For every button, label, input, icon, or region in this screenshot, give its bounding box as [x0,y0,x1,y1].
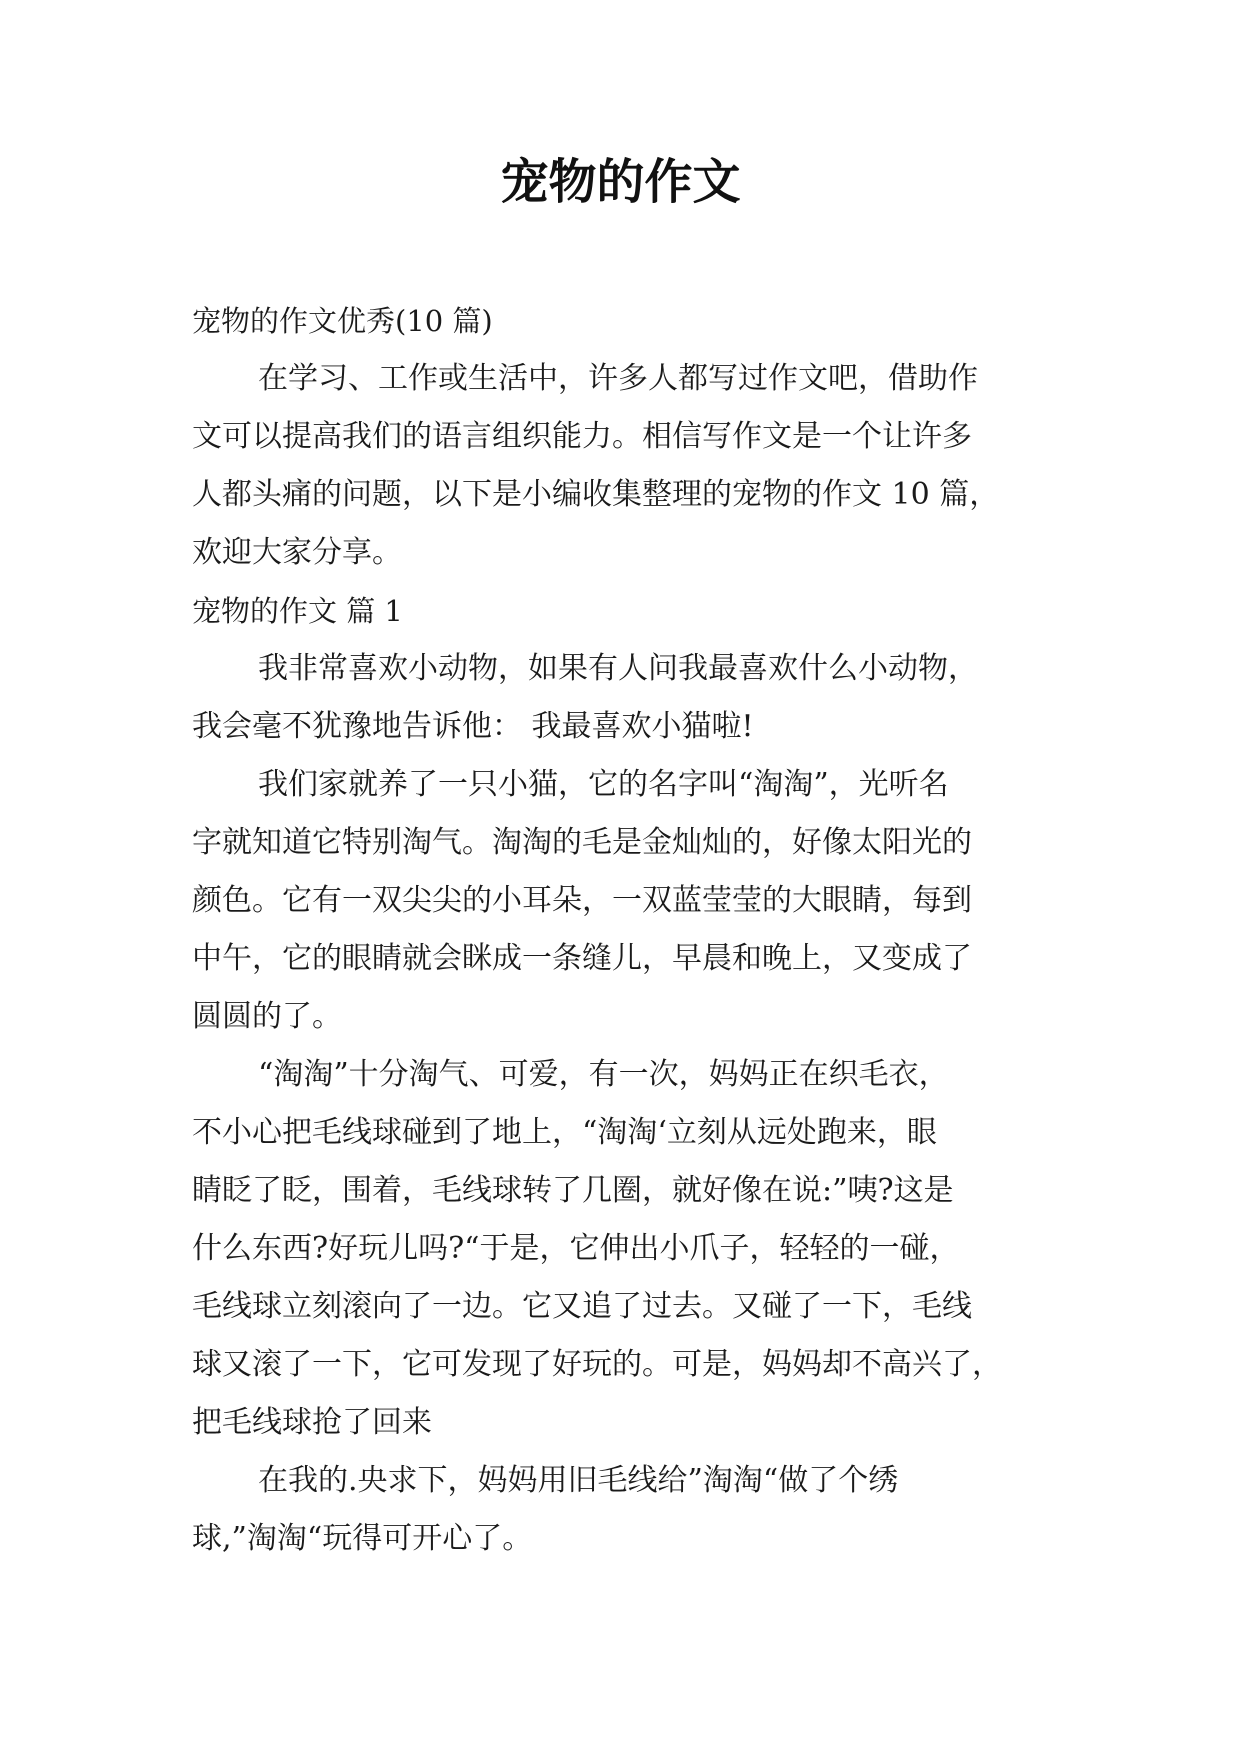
text-line: 圆圆的了。 [192,999,342,1034]
text-line: 中午，它的眼睛就会眯成一条缝儿，早晨和晚上，又变成了 [192,941,972,976]
section-heading [192,582,1056,640]
text-line: 毛线球立刻滚向了一边。它又追了过去。又碰了一下，毛线 [192,1289,972,1324]
text-line: 在我的.央求下，妈妈用旧毛线给”淘淘“做了个绣 [258,1463,899,1498]
document-body [192,292,1056,1568]
text-line: 欢迎大家分享。 [192,535,402,570]
text-line: 球又滚了一下，它可发现了好玩的。可是，妈妈却不高兴了， [192,1347,1002,1382]
text-line: 球,”淘淘“玩得可开心了。 [192,1521,533,1556]
text-line: 字就知道它特别淘气。淘淘的毛是金灿灿的，好像太阳光的 [192,825,972,860]
text-line: 睛眨了眨，围着，毛线球转了几圈，就好像在说:”咦?这是 [192,1173,954,1208]
text-line: 人都头痛的问题，以下是小编收集整理的宠物的作文 10 篇， [192,477,1000,512]
text-line: 什么东西?好玩儿吗?“于是，它伸出小爪子，轻轻的一碰， [192,1231,960,1266]
intro-paragraph [192,350,1056,582]
text-line: 把毛线球抢了回来 [192,1405,432,1440]
text-line: 文可以提高我们的语言组织能力。相信写作文是一个让许多 [192,419,972,454]
document-title: 宠物的作文 [500,154,741,210]
paragraph [192,1046,1056,1452]
text-line: 不小心把毛线球碰到了地上，“淘淘‘立刻从远处跑来，眼 [192,1115,937,1150]
text-line: 我会毫不犹豫地告诉他： 我最喜欢小猫啦! [192,709,754,744]
text-line: 我非常喜欢小动物，如果有人问我最喜欢什么小动物， [258,651,978,686]
text-line: 宠物的作文 篇 1 [192,594,403,628]
text-line: 宠物的作文优秀(10 篇) [192,304,493,338]
paragraph [192,1452,1056,1568]
text-line: “淘淘”十分淘气、可爱，有一次，妈妈正在织毛衣， [258,1057,949,1092]
paragraph [192,640,1056,756]
text-line: 在学习、工作或生活中，许多人都写过作文吧，借助作 [258,361,978,396]
paragraph [192,756,1056,1046]
subtitle [192,292,1056,350]
text-line: 颜色。它有一双尖尖的小耳朵，一双蓝莹莹的大眼睛，每到 [192,883,972,918]
text-line: 我们家就养了一只小猫，它的名字叫“淘淘”，光听名 [258,767,949,802]
